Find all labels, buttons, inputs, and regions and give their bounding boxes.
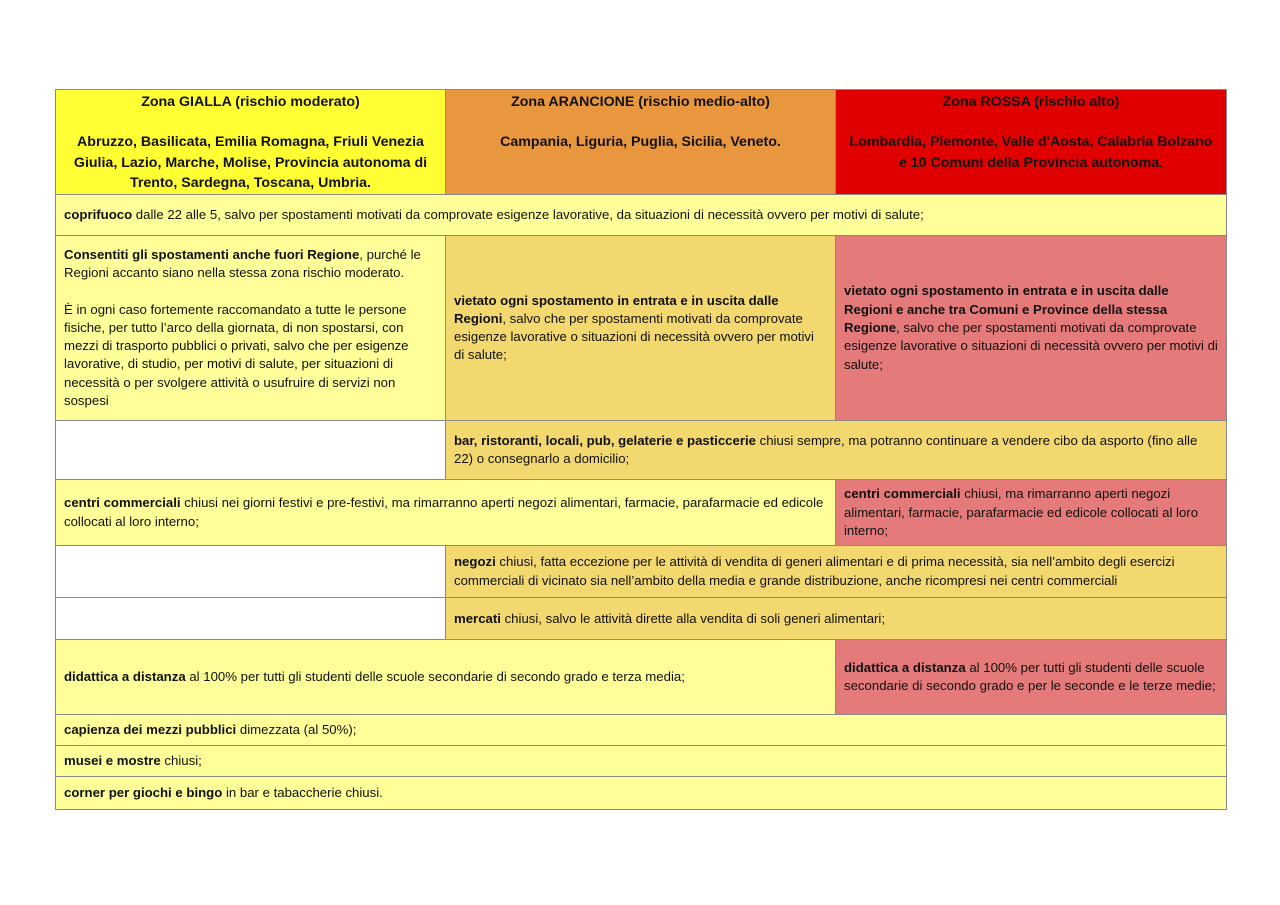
- header-red-regions: Lombardia, Piemonte, Valle d'Aosta, Calabria Bolzano e 10 Comuni della Provincia autonoma.: [849, 134, 1213, 171]
- markets-text: chiusi, salvo le attività dirette alla vendita di soli generi alimentari;: [500, 610, 886, 626]
- row-transport: [56, 715, 1227, 746]
- cell-shops-yellow-empty: [56, 546, 446, 598]
- row-movement: [56, 236, 1227, 421]
- header-orange-zone: [446, 90, 836, 195]
- malls-yo-text: chiusi nei giorni festivi e pre-festivi, ma rimarranno aperti negozi alimentari, farmacie, parafarmacie ed edicole collocati al loro interno;: [64, 495, 824, 529]
- cell-museums: [56, 746, 1227, 777]
- cell-movement-red: [836, 236, 1227, 421]
- cell-markets-yellow-empty: [56, 598, 446, 640]
- cell-school-yellow-orange: [56, 640, 836, 715]
- cell-gaming: [56, 777, 1227, 810]
- header-yellow-title: Zona GIALLA (rischio moderato): [141, 94, 360, 110]
- movement-yellow-text: , purché le Regioni accanto siano nella stessa zona rischio moderato.: [64, 247, 421, 281]
- cell-markets: [446, 598, 1227, 640]
- movement-red-text: , salvo che per spostamenti motivati da comprovate esigenze lavorative o situazioni di necessità ovvero per motivi di salute;: [844, 320, 1218, 372]
- malls-red-label: centri commerciali: [844, 486, 961, 502]
- school-red-text: al 100% per tutti gli studenti delle scuole secondarie di secondo grado e per le seconde e le terze medie;: [844, 659, 1216, 694]
- cell-bars-yellow-empty: [56, 421, 446, 480]
- museums-label: musei e mostre: [64, 753, 161, 769]
- movement-red-label: vietato ogni spostamento in entrata e in uscita dalle Regioni e anche tra Comuni e Province della stessa Regione: [844, 283, 1169, 336]
- curfew-text: dalle 22 alle 5, salvo per spostamenti motivati da comprovate esigenze lavorative, da situazioni di necessità ovvero per motivi di salute;: [132, 207, 924, 223]
- header-red-zone: [836, 90, 1227, 195]
- movement-orange-text: , salvo che per spostamenti motivati da comprovate esigenze lavorative o situazioni di necessità ovvero per motivi di salute;: [454, 310, 814, 363]
- header-yellow-regions: Abruzzo, Basilicata, Emilia Romagna, Friuli Venezia Giulia, Lazio, Marche, Molise, Provincia autonoma di Trento, Sardegna, Toscana, Umbria.: [73, 134, 428, 191]
- zones-table: [55, 89, 1227, 810]
- row-markets: [56, 598, 1227, 640]
- malls-yo-label: centri commerciali: [64, 495, 181, 511]
- row-shops: [56, 546, 1227, 598]
- museums-text: chiusi;: [160, 753, 202, 769]
- row-curfew: [56, 195, 1227, 236]
- row-gaming: [56, 777, 1227, 810]
- gaming-text: in bar e tabaccherie chiusi.: [222, 785, 383, 801]
- header-orange-title: Zona ARANCIONE (rischio medio-alto): [511, 94, 770, 110]
- header-row: [56, 90, 1227, 195]
- curfew-label: coprifuoco: [64, 207, 133, 223]
- header-orange-regions: Campania, Liguria, Puglia, Sicilia, Veneto.: [500, 134, 781, 151]
- cell-curfew: [56, 195, 1227, 236]
- bars-label: bar, ristoranti, locali, pub, gelaterie e pasticcerie: [454, 432, 756, 448]
- gaming-label: corner per giochi e bingo: [64, 785, 223, 801]
- shops-label: negozi: [454, 554, 496, 570]
- header-red-title: Zona ROSSA (rischio alto): [942, 94, 1120, 110]
- cell-bars: [446, 421, 1227, 480]
- cell-school-red: [836, 640, 1227, 715]
- shops-text: chiusi, fatta eccezione per le attività di vendita di generi alimentari e di prima necessità, sia nell’ambito degli esercizi commerciali di vicinato sia nell’ambito della media e grande distribuzione, anche ricompresi nei centri commerciali: [454, 554, 1175, 588]
- transport-text: dimezzata (al 50%);: [236, 722, 357, 738]
- school-yo-label: didattica a distanza: [64, 669, 186, 685]
- cell-movement-orange: [446, 236, 836, 421]
- malls-red-text: chiusi, ma rimarranno aperti negozi alimentari, farmacie, parafarmacie ed edicole collocati al loro interno;: [844, 486, 1199, 538]
- bars-text: chiusi sempre, ma potranno continuare a vendere cibo da asporto (fino alle 22) o consegnarlo a domicilio;: [454, 432, 1198, 467]
- cell-transport: [56, 715, 1227, 746]
- school-yo-text: al 100% per tutti gli studenti delle scuole secondarie di secondo grado e terza media;: [185, 669, 685, 685]
- transport-label: capienza dei mezzi pubblici: [64, 722, 237, 738]
- row-school: [56, 640, 1227, 715]
- row-bars: [56, 421, 1227, 480]
- cell-shops: [446, 546, 1227, 598]
- movement-orange-label: vietato ogni spostamento in entrata e in uscita dalle Regioni: [454, 292, 779, 326]
- markets-label: mercati: [454, 610, 501, 626]
- cell-movement-yellow: [56, 236, 446, 421]
- movement-yellow-note: È in ogni caso fortemente raccomandato a tutte le persone fisiche, per tutto l’arco della giornata, di non spostarsi, con mezzi di trasporto pubblici o privati, salvo che per esigenze lavorative, di studio, per motivi di salute, per situazioni di necessità o per svolgere attività o usufruire di servizi non sospesi: [64, 301, 409, 409]
- cell-malls-yellow-orange: [56, 480, 836, 546]
- movement-yellow-label: Consentiti gli spostamenti anche fuori Regione: [64, 247, 360, 262]
- row-malls: [56, 480, 1227, 546]
- header-yellow-zone: [56, 90, 446, 195]
- row-museums: [56, 746, 1227, 777]
- zones-table-container: [55, 89, 1226, 810]
- cell-malls-red: [836, 480, 1227, 546]
- school-red-label: didattica a distanza: [844, 659, 966, 675]
